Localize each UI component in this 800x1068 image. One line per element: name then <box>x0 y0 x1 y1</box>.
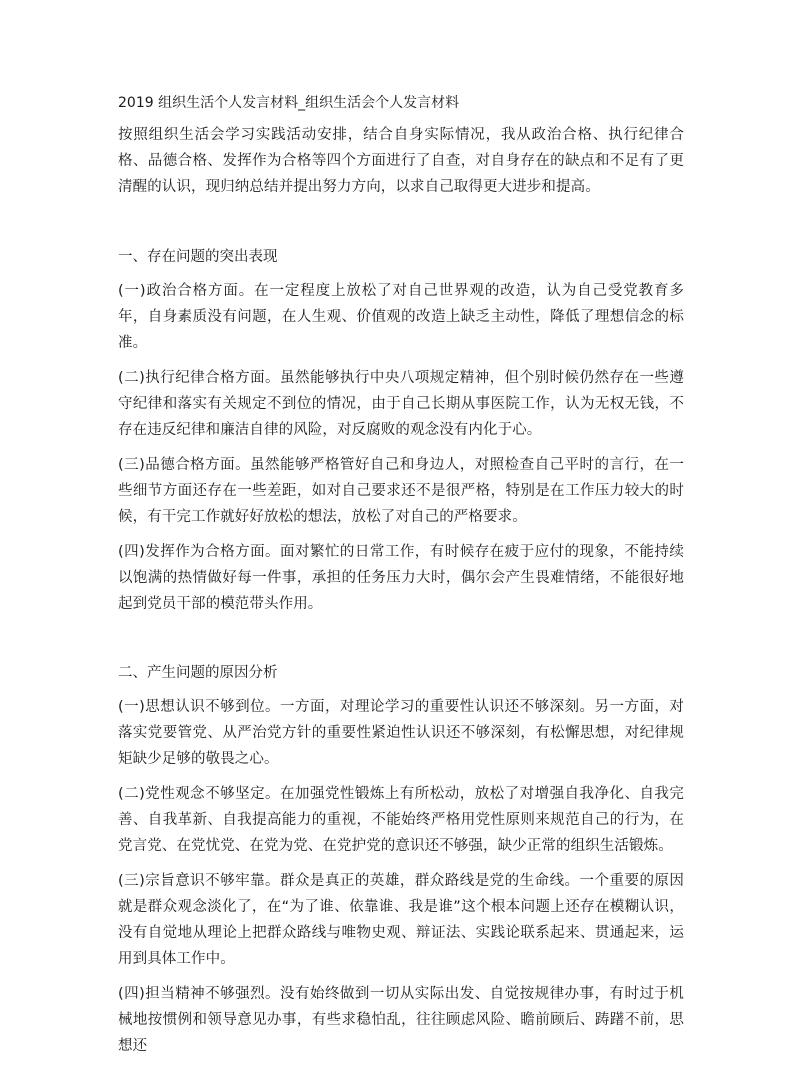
document-title: 2019 组织生活个人发言材料_组织生活会个人发言材料 <box>118 95 460 111</box>
section-heading-causes: 二、产生问题的原因分析 <box>118 665 278 681</box>
section2-paragraph-4: (四)担当精神不够强烈。没有始终做到一切从实际出发、自觉按规律办事，有时过于机械地按惯例和领导意见办事，有些求稳怕乱，往往顾虑风险、瞻前顾后、踌躇不前，思想还 <box>118 986 684 1054</box>
section1-paragraph-2: (二)执行纪律合格方面。虽然能够执行中央八项规定精神，但个别时候仍然存在一些遵守纪律和落实有关规定不到位的情况，由于自己长期从事医院工作，认为无权无钱，不存在违反纪律和廉洁自律的风险，对反腐败的观念没有内化于心。 <box>118 370 684 438</box>
document-page <box>118 92 684 1068</box>
section2-paragraph-1: (一)思想认识不够到位。一方面，对理论学习的重要性认识还不够深刻。另一方面，对落实党要管党、从严治党方针的重要性紧迫性认识还不够深刻，有松懈思想，对纪律规矩缺少足够的敬畏之心。 <box>118 699 684 767</box>
section1-paragraph-3: (三)品德合格方面。虽然能够严格管好自己和身边人，对照检查自己平时的言行，在一些细节方面还存在一些差距，如对自己要求还不是很严格，特别是在工作压力较大的时候，有干完工作就好好放松的想法，放松了对自己的严格要求。 <box>118 457 684 525</box>
intro-paragraph: 按照组织生活会学习实践活动安排，结合自身实际情况，我从政治合格、执行纪律合格、品德合格、发挥作为合格等四个方面进行了自查，对自身存在的缺点和不足有了更清醒的认识，现归纳总结并提出努力方向，以求自己取得更大进步和提高。 <box>118 127 684 195</box>
section2-paragraph-3: (三)宗旨意识不够牢靠。群众是真正的英雄，群众路线是党的生命线。一个重要的原因就是群众观念淡化了，在“为了谁、依靠谁、我是谁”这个根本问题上还存在模糊认识，没有自觉地从理论上把群众路线与唯物史观、辩证法、实践论联系起来、贯通起来，运用到具体工作中。 <box>118 873 684 967</box>
section1-paragraph-1: (一)政治合格方面。在一定程度上放松了对自己世界观的改造，认为自己受党教育多年，自身素质没有问题，在人生观、价值观的改造上缺乏主动性，降低了理想信念的标准。 <box>118 283 684 351</box>
section-heading-problems: 一、存在问题的突出表现 <box>118 249 278 265</box>
section2-paragraph-2: (二)党性观念不够坚定。在加强党性锻炼上有所松动，放松了对增强自我净化、自我完善、自我革新、自我提高能力的重视，不能始终严格用党性原则来规范自己的行为，在党言党、在党忧党、在党为党、在党护党的意识还不够强，缺少正常的组织生活锻炼。 <box>118 786 684 854</box>
section1-paragraph-4: (四)发挥作为合格方面。面对繁忙的日常工作，有时候存在疲于应付的现象，不能持续以饱满的热情做好每一件事，承担的任务压力大时，偶尔会产生畏难情绪，不能很好地起到党员干部的模范带头作用。 <box>118 544 684 612</box>
section-spacer <box>118 626 684 660</box>
